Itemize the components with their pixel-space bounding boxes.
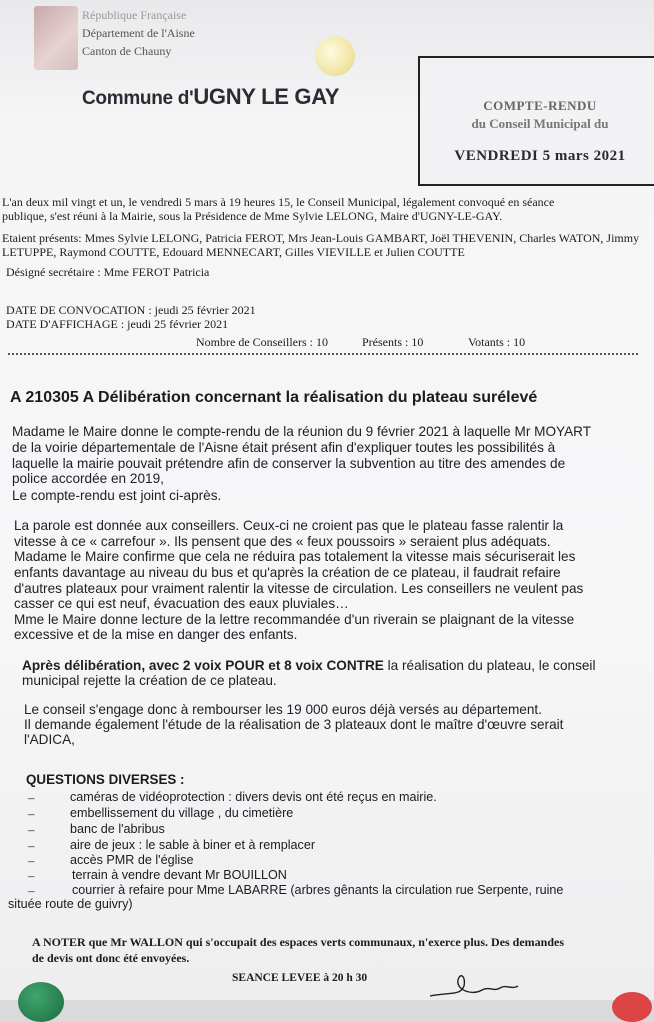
dash-bullet: – [28, 883, 35, 898]
vote-result-line2: municipal rejette la création de ce plateau. [22, 673, 277, 688]
title-box-subheading: du Conseil Municipal du [471, 116, 609, 131]
present-count: Présents : 10 [362, 335, 424, 349]
paragraph-line: l'ADICA, [24, 732, 75, 747]
note-line: de devis ont donc été envoyées. [32, 951, 190, 965]
paragraph-line: Mme le Maire donne lecture de la lettre recommandée d'un riverain se plaignant de la vitesse [14, 612, 575, 627]
commune-name: UGNY LE GAY [193, 84, 340, 109]
green-push-pin [18, 982, 64, 1022]
paragraph-line: vitesse à ce « carrefour ». Ils pensent que des « feux poussoirs » seraient plus adéquats. [14, 534, 551, 549]
voters-count: Votants : 10 [468, 335, 526, 349]
paragraph-line: Le conseil s'engage donc à rembourser les 19 000 euros déjà versés au département. [24, 702, 542, 717]
attendees-line: Etaient présents: Mmes Sylvie LELONG, Patricia FEROT, Mrs Jean-Louis GAMBART, Joël THEVENIN, Charles WATON, Jimmy [2, 231, 640, 245]
attendees-line: LETUPPE, Raymond COUTTE, Edouard MENNECART, Gilles VIEVILLE et Julien COUTTE [2, 245, 465, 259]
paragraph-line: Le compte-rendu est joint ci-après. [12, 488, 222, 503]
vote-result-bold: Après délibération, avec 2 voix POUR et 8 voix CONTRE [22, 658, 384, 673]
coat-of-arms-logo [34, 6, 78, 70]
vote-result-rest: la réalisation du plateau, le conseil [383, 658, 596, 673]
convocation-date: DATE DE CONVOCATION : jeudi 25 février 2021 [6, 303, 256, 317]
departement-label: Département de l'Aisne [82, 26, 195, 40]
signature-image [420, 966, 550, 1000]
dash-bullet: – [28, 838, 35, 853]
question-item-continued: située route de guivry) [8, 897, 133, 911]
dotted-separator [8, 353, 638, 355]
question-item: caméras de vidéoprotection : divers devis ont été reçus en mairie. [70, 790, 437, 804]
vote-result [22, 658, 595, 674]
deliberation-title: A 210305 A Délibération concernant la réalisation du plateau surélevé [10, 389, 538, 406]
paragraph-line: enfants davantage au niveau du bus et qu'après la création de ce plateau, il faudrait refaire [14, 565, 561, 580]
dash-bullet: – [28, 822, 35, 837]
canton-label: Canton de Chauny [82, 44, 172, 58]
question-item: courrier à refaire pour Mme LABARRE (arbres gênants la circulation rue Serpente, ruine [72, 883, 564, 897]
red-push-pin [612, 992, 652, 1022]
paragraph-line: La parole est donnée aux conseillers. Ceux-ci ne croient pas que le plateau fasse ralentir la [14, 518, 564, 533]
paragraph-line: Madame le Maire donne le compte-rendu de la réunion du 9 février 2021 à laquelle Mr MOYART [12, 424, 592, 439]
commune-prefix: Commune d' [82, 88, 194, 109]
note-line: A NOTER que Mr WALLON qui s'occupait des espaces verts communaux, n'exerce plus. Des demandes [32, 935, 565, 949]
paragraph-line: Madame le Maire confirme que cela ne réduira pas totalement la vitesse mais sécuriserait les [14, 549, 576, 564]
dash-bullet: – [28, 790, 35, 805]
preamble-line: L'an deux mil vingt et un, le vendredi 5 mars à 19 heures 15, le Conseil Municipal, légalement convoqué en séance [2, 195, 555, 209]
republique-label: République Française [82, 8, 187, 22]
question-item: banc de l'abribus [70, 822, 165, 836]
preamble-line: publique, s'est réuni à la Mairie, sous la Présidence de Mme Sylvie LELONG, Maire d'UGNY-LE-GAY. [2, 209, 503, 223]
title-box-date: VENDREDI 5 mars 2021 [454, 148, 626, 164]
commune-heading [82, 84, 339, 110]
questions-heading: QUESTIONS DIVERSES : [26, 772, 185, 787]
paragraph-line: police accordée en 2019, [12, 471, 164, 486]
question-item: aire de jeux : le sable à biner et à remplacer [70, 838, 316, 852]
paragraph-line: d'autres plateaux pour vraiment ralentir la vitesse de circulation. Les conseillers ne veulent pas [14, 581, 584, 596]
question-item: embellissement du village , du cimetière [70, 806, 294, 820]
session-closed: SEANCE LEVEE à 20 h 30 [232, 972, 368, 984]
push-pin [315, 36, 355, 76]
paragraph-line: casser ce qui est neuf, évacuation des eaux pluviales… [14, 596, 349, 611]
title-box [418, 56, 654, 186]
paragraph-line: Il demande également l'étude de la réalisation de 3 plateaux dont le maître d'œuvre serait [24, 717, 564, 732]
paragraph-line: excessive et de la mise en danger des enfants. [14, 627, 298, 642]
title-box-heading: COMPTE-RENDU [483, 98, 597, 113]
councillors-count: Nombre de Conseillers : 10 [196, 335, 328, 349]
dash-bullet: – [28, 806, 35, 821]
dash-bullet: – [28, 853, 35, 868]
question-item: accès PMR de l'église [70, 853, 194, 867]
dash-bullet: – [28, 868, 35, 883]
paragraph-line: laquelle la mairie pouvait prétendre afin de conserver la subvention au titre des amendes de [12, 456, 566, 471]
posting-date: DATE D'AFFICHAGE : jeudi 25 février 2021 [6, 317, 229, 331]
question-item: terrain à vendre devant Mr BOUILLON [72, 868, 287, 882]
paragraph-line: de la voirie départementale de l'Aisne était présent afin d'expliquer toutes les possibilités à [12, 440, 556, 455]
secretary-line: Désigné secrétaire : Mme FEROT Patricia [6, 265, 210, 279]
